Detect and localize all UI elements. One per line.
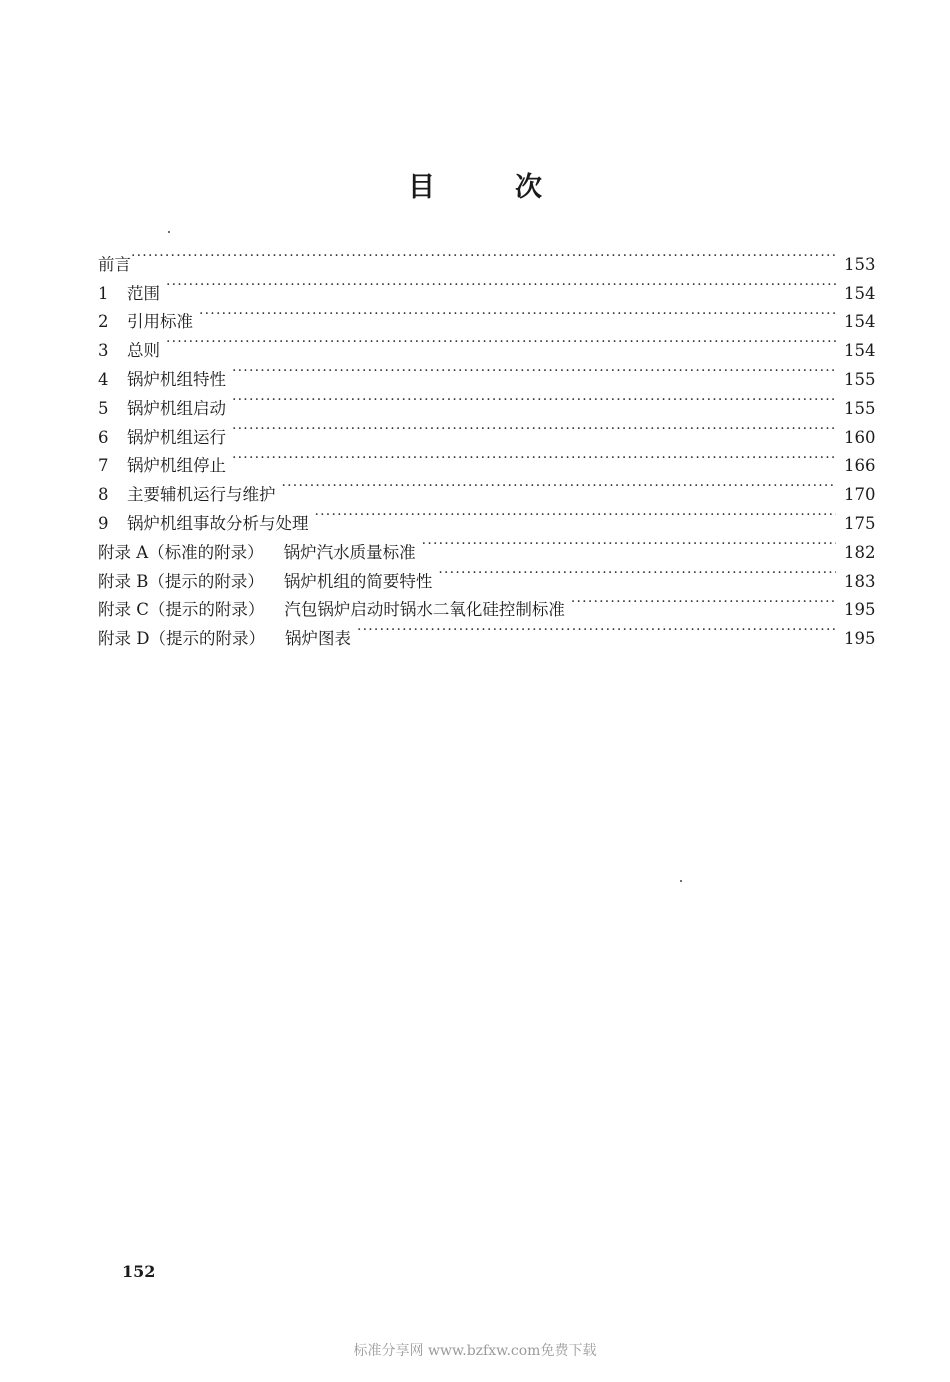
toc-entry-section-4[interactable] (98, 356, 876, 389)
toc-entry-page: 154 (844, 312, 876, 332)
toc-entry-label: 前言 (98, 254, 131, 274)
toc-appendix-prefix: 附录 C（提示的附录） (98, 600, 265, 620)
toc-entry-label: 锅炉机组特性 (127, 369, 226, 389)
toc-entry-section-3[interactable] (98, 327, 876, 361)
toc-entry-number: 9 (98, 513, 109, 533)
toc-entry-page: 183 (844, 571, 876, 591)
toc-dot-leader (131, 241, 836, 270)
toc-entry-page: 182 (844, 542, 876, 562)
toc-entry-page: 153 (844, 254, 876, 274)
toc-entry-number: 3 (98, 341, 109, 361)
toc-entry-label: 汽包锅炉启动时锅水二氧化硅控制标准 (284, 600, 565, 620)
toc-entry-page: 154 (844, 341, 876, 361)
toc-entry-label: 锅炉机组事故分析与处理 (127, 513, 309, 533)
toc-appendix-prefix: 附录 D（提示的附录） (98, 629, 265, 649)
toc-dot-leader (232, 356, 836, 385)
toc-appendix-prefix: 附录 A（标准的附录） (98, 542, 264, 562)
toc-dot-leader (166, 327, 836, 356)
toc-entry-number: 6 (98, 427, 109, 447)
toc-dot-leader (232, 385, 836, 414)
page-title (0, 165, 950, 204)
toc-entry-label: 锅炉机组运行 (127, 427, 226, 447)
toc-entry-number: 8 (98, 485, 109, 505)
toc-entry-number: 7 (98, 456, 109, 476)
title-char-1: 目 (408, 172, 435, 203)
toc-entry-label: 锅炉图表 (284, 629, 351, 649)
page-number: 152 (122, 1262, 156, 1281)
toc-dot-leader (315, 500, 837, 529)
scan-speck (680, 880, 682, 882)
toc-entry-label: 锅炉机组的简要特性 (283, 571, 433, 591)
toc-entry-section-2[interactable] (98, 299, 876, 332)
toc-entry-label: 主要辅机运行与维护 (127, 485, 276, 505)
toc-dot-leader (422, 529, 836, 558)
toc-entry-number: 2 (98, 312, 109, 332)
toc-entry-number: 1 (98, 283, 109, 303)
toc-dot-leader (282, 471, 837, 500)
toc-dot-leader (199, 299, 836, 328)
toc-entry-page: 154 (844, 283, 876, 303)
toc-entry-page: 160 (844, 427, 876, 447)
toc-dot-leader (571, 587, 836, 616)
title-char-2: 次 (515, 172, 542, 203)
toc-entry-number: 5 (98, 398, 109, 418)
toc-entry-label: 锅炉汽水质量标准 (283, 542, 416, 562)
toc-dot-leader (438, 558, 836, 587)
toc-entry-page: 170 (844, 485, 876, 505)
toc-entry-label: 总则 (127, 341, 160, 361)
toc-entry-page: 155 (844, 369, 876, 389)
toc-dot-leader (232, 443, 836, 472)
toc-dot-leader (166, 270, 836, 299)
table-of-contents (98, 241, 876, 649)
toc-entry-number: 4 (98, 369, 109, 389)
toc-entry-label: 锅炉机组停止 (127, 456, 226, 476)
toc-entry-page: 195 (844, 600, 876, 620)
toc-entry-section-1[interactable] (98, 270, 876, 303)
toc-entry-label: 引用标准 (127, 312, 193, 332)
toc-dot-leader (232, 414, 836, 443)
toc-dot-leader (357, 615, 836, 644)
toc-entry-page: 166 (844, 456, 876, 476)
toc-entry-page: 155 (844, 398, 876, 418)
scan-speck (168, 231, 170, 233)
toc-entry-page: 195 (844, 629, 876, 649)
toc-entry-page: 175 (844, 513, 876, 533)
toc-entry-foreword[interactable] (98, 241, 876, 274)
watermark-text: 标准分享网 www.bzfxw.com免费下载 (353, 1343, 597, 1359)
toc-entry-label: 范围 (127, 283, 160, 303)
toc-entry-label: 锅炉机组启动 (127, 398, 226, 418)
toc-appendix-prefix: 附录 B（提示的附录） (98, 571, 264, 591)
